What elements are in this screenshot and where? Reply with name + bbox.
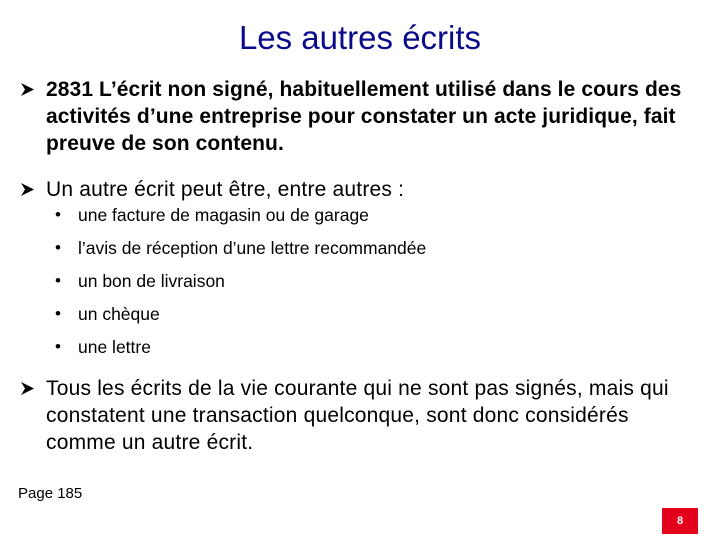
sub-item-text: un bon de livraison	[78, 271, 225, 291]
page-reference: Page 185	[18, 485, 83, 502]
dot-bullet-icon: •	[55, 337, 61, 356]
sub-item-text: un chèque	[78, 304, 160, 324]
bullet-item-2	[20, 176, 700, 203]
sub-list-item	[55, 335, 426, 368]
sub-list-item	[55, 203, 426, 236]
sub-bullet-list	[55, 203, 426, 368]
dot-bullet-icon: •	[55, 271, 61, 290]
bullet-item-3	[20, 375, 700, 456]
arrowhead-bullet-icon	[20, 176, 46, 197]
sub-list-item	[55, 269, 426, 302]
bullet-text: Un autre écrit peut être, entre autres :	[46, 178, 405, 201]
bullet-text: Tous les écrits de la vie courante qui ne sont pas signés, mais qui constatent une transaction quelconque, sont donc considérés comme un autre écrit.	[46, 377, 669, 454]
bullet-text: 2831 L’écrit non signé, habituellement utilisé dans le cours des activités d’une entreprise pour constater un acte juridique, fait preuve de son contenu.	[46, 78, 682, 155]
sub-list-item	[55, 302, 426, 335]
slide-title: Les autres écrits	[238, 19, 482, 56]
page-number-badge: 8	[662, 508, 698, 534]
sub-list-item	[55, 236, 426, 269]
arrowhead-bullet-icon	[20, 76, 46, 97]
sub-item-text: une facture de magasin ou de garage	[78, 205, 369, 225]
arrowhead-bullet-icon	[20, 375, 46, 396]
sub-item-text: l’avis de réception d’une lettre recommandée	[78, 238, 427, 258]
bullet-item-1	[20, 76, 700, 157]
dot-bullet-icon: •	[55, 238, 61, 257]
dot-bullet-icon: •	[55, 304, 61, 323]
dot-bullet-icon: •	[55, 205, 61, 224]
sub-item-text: une lettre	[78, 337, 151, 357]
